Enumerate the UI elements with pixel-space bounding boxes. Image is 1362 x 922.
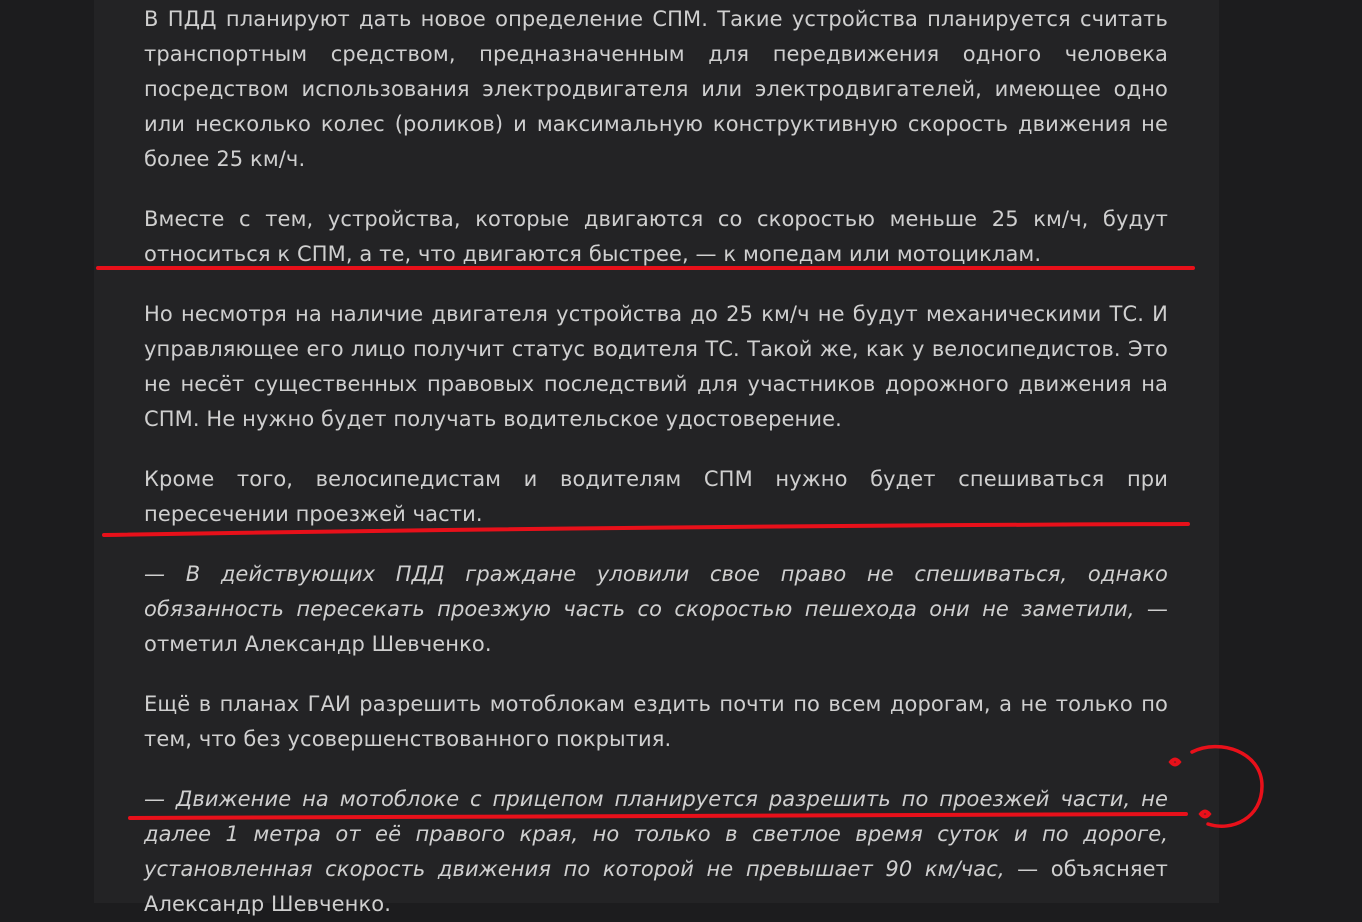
paragraph-motoblock-plans: Ещё в планах ГАИ разрешить мотоблокам ездить почти по всем дорогам, а не только по тем, что без усовершенствованного покрытия. [144, 692, 1168, 751]
paragraph-quote-dismount [144, 557, 1168, 662]
quote-text: — В действующих ПДД граждане уловили свое право не спешиваться, однако обязанность пересекать проезжую часть со скоростью пешехода они не заметили, [144, 562, 1168, 621]
paragraph-definition: В ПДД планируют дать новое определение СПМ. Такие устройства планируется считать транспортным средством, предназначенным для передвижения одного человека посредством использования электродвигателя или электродвигателей, имеющее одно или несколько колес (роликов) и максимальную конструктивную скорость движения не более 25 км/ч. [144, 7, 1168, 171]
quote-text: — Движение на мотоблоке с прицепом планируется разрешить по проезжей части, не далее 1 метра от её правого края, но только в светлое время суток и по дороге, установленная скорость движения по которой не превышает 90 км/час, [144, 787, 1168, 881]
paragraph-driver-status: Но несмотря на наличие двигателя устройства до 25 км/ч не будут механическими ТС. И управляющее его лицо получит статус водителя ТС. Такой же, как у велосипедистов. Это не несёт существенных правовых последствий для участников дорожного движения на СПМ. Не нужно будет получать водительское удостоверение. [144, 302, 1168, 431]
quote-attribution: — отметил Александр Шевченко. [144, 597, 1168, 656]
paragraph-dismount-rule: Кроме того, велосипедистам и водителям СПМ нужно будет спешиваться при пересечении проезжей части. [144, 467, 1168, 526]
paragraph-quote-motoblock [144, 782, 1168, 922]
quote-attribution: — объясняет Александр Шевченко. [144, 857, 1168, 916]
paragraph-speed-classification: Вместе с тем, устройства, которые двигаются со скоростью меньше 25 км/ч, будут относиться к СПМ, а те, что двигаются быстрее, — к мопедам или мотоциклам. [144, 207, 1168, 266]
